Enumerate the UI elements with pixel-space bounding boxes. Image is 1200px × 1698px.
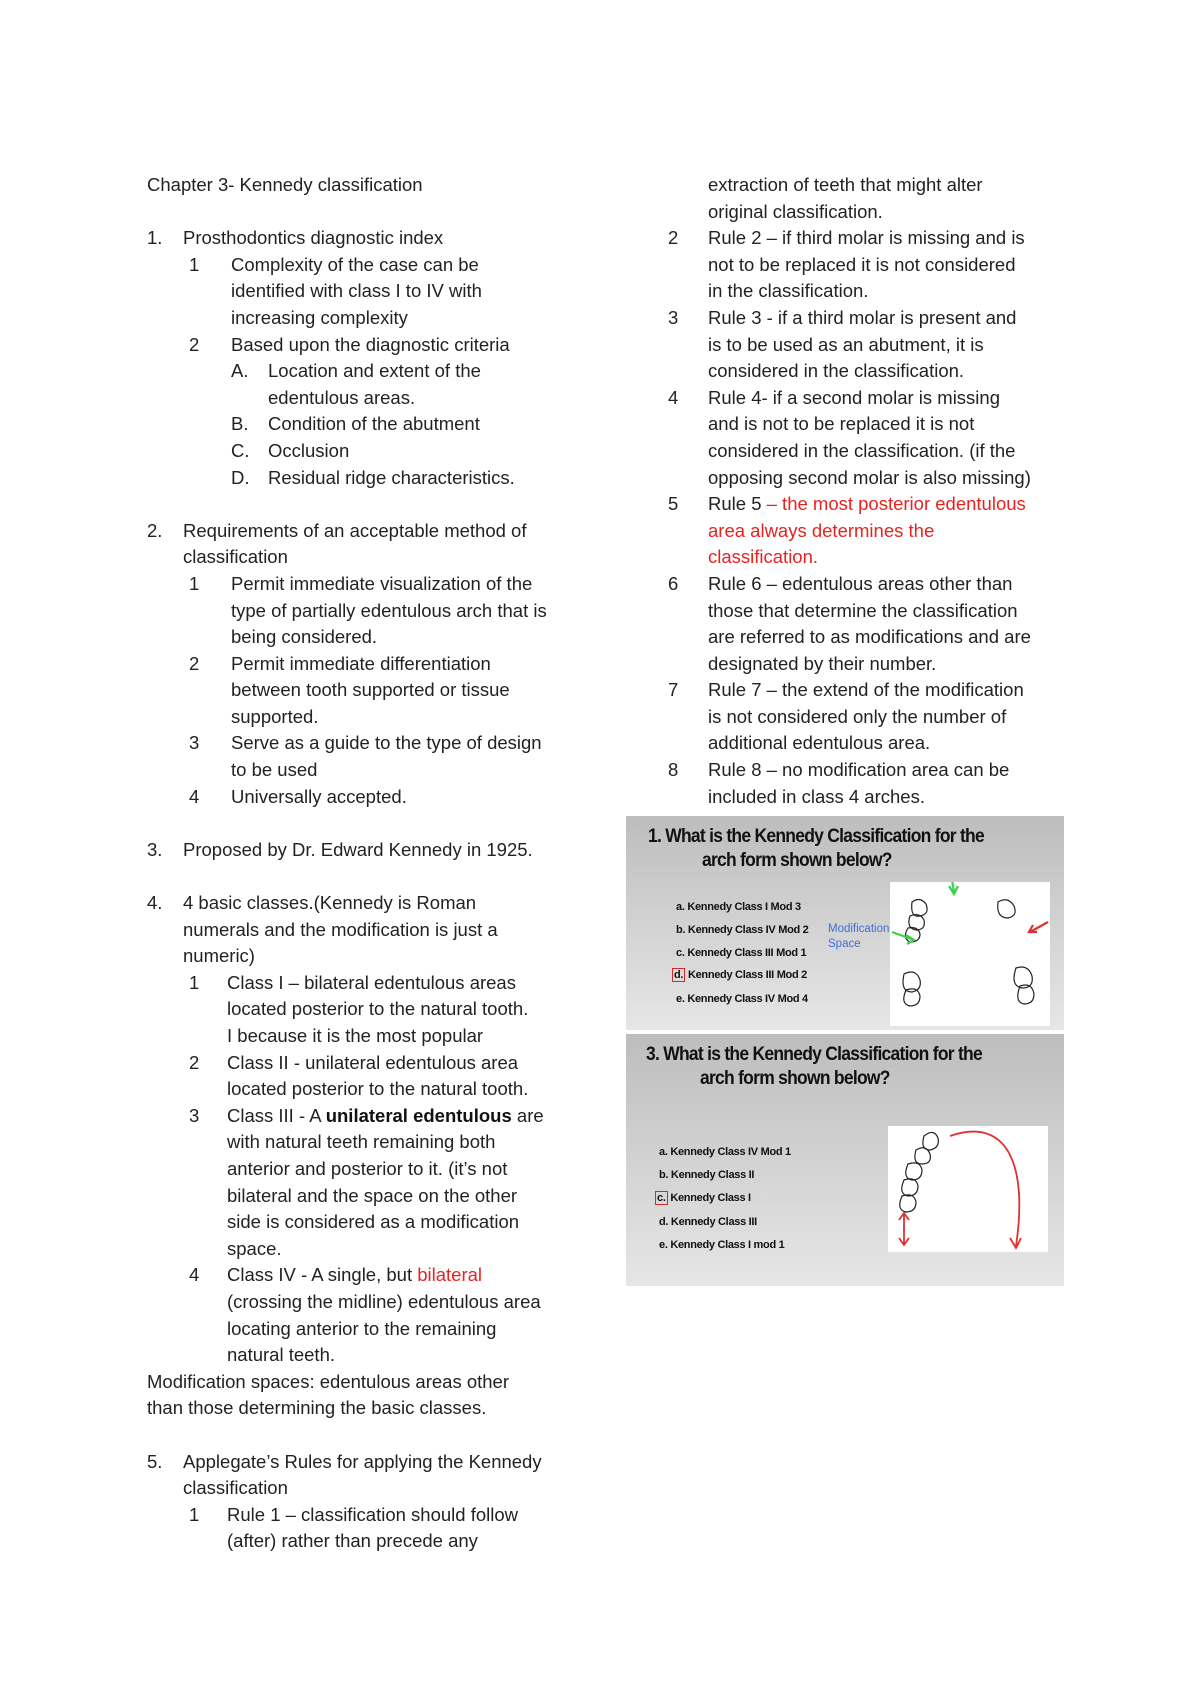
list-item: designated by their number. — [708, 652, 937, 674]
list-item: Rule 1 – classification should follow — [227, 1503, 519, 1525]
left-column — [147, 172, 587, 1555]
list-number: 4 — [668, 386, 679, 408]
list-number: 1 — [189, 253, 200, 275]
list-item: Applegate’s Rules for applying the Kennedy — [183, 1450, 542, 1472]
list-item: Rule 7 – the extend of the modification — [708, 679, 1024, 701]
list-item: classification — [183, 1477, 288, 1499]
list-item: and is not to be replaced it is not — [708, 413, 975, 435]
arch-diagram — [890, 882, 1050, 1026]
list-number: 2. — [147, 519, 163, 541]
answer-option: b. Kennedy Class IV Mod 2 — [676, 924, 809, 936]
list-item: Class I – bilateral edentulous areas — [227, 971, 516, 993]
list-item: 4 basic classes.(Kennedy is Roman — [183, 892, 477, 914]
list-item: Rule 8 – no modification area can be — [708, 759, 1010, 781]
answer-option: b. Kennedy Class II — [659, 1169, 755, 1181]
list-item: with natural teeth remaining both — [227, 1131, 496, 1153]
section-3 — [147, 837, 587, 864]
list-item: being considered. — [231, 626, 378, 648]
list-item: Residual ridge characteristics. — [268, 466, 515, 488]
answer-option: e. Kennedy Class I mod 1 — [659, 1239, 785, 1251]
list-number: 2 — [189, 333, 200, 355]
list-item: in the classification. — [708, 280, 869, 302]
answer-option: a. Kennedy Class I Mod 3 — [676, 901, 801, 913]
list-item: identified with class I to IV with — [231, 280, 482, 302]
slide-question: arch form shown below? — [702, 850, 892, 871]
list-item: locating anterior to the remaining — [227, 1317, 497, 1339]
list-item: is not considered only the number of — [708, 705, 1007, 727]
selected-marker: c. — [657, 1192, 666, 1204]
list-number: 3. — [147, 838, 163, 860]
answer-text: Kennedy Class III Mod 2 — [685, 969, 807, 981]
list-number: D. — [231, 466, 250, 488]
list-item: additional edentulous area. — [708, 732, 931, 754]
list-item: Prosthodontics diagnostic index — [183, 227, 444, 249]
list-item: considered in the classification. — [708, 360, 965, 382]
list-number: 6 — [668, 572, 679, 594]
list-item: Class III - A — [227, 1104, 326, 1126]
list-item: original classification. — [708, 200, 883, 222]
list-number: 3 — [668, 306, 679, 328]
list-number: C. — [231, 439, 250, 461]
list-number: 2 — [189, 652, 200, 674]
label-line: Modification — [828, 923, 890, 935]
list-number: 1. — [147, 227, 163, 249]
highlighted-rule: – the most posterior edentulous — [766, 493, 1026, 515]
section-2 — [147, 518, 587, 811]
answer-option: c. Kennedy Class III Mod 1 — [676, 947, 807, 959]
list-item: Rule 4- if a second molar is missing — [708, 386, 1000, 408]
highlighted-term: bilateral — [417, 1264, 483, 1286]
list-item: Proposed by Dr. Edward Kennedy in 1925. — [183, 838, 533, 860]
answer-option: d. Kennedy Class III — [659, 1216, 757, 1228]
list-item: (after) rather than precede any — [227, 1530, 478, 1552]
selected-marker: d. — [674, 969, 684, 981]
list-number: B. — [231, 413, 249, 435]
list-item: bilateral and the space on the other — [227, 1184, 518, 1206]
list-item: Permit immediate visualization of the — [231, 572, 533, 594]
answer-text: Kennedy Class I — [667, 1192, 751, 1204]
list-item: type of partially edentulous arch that is — [231, 599, 547, 621]
section-5 — [147, 1449, 587, 1555]
list-number: 1 — [189, 572, 200, 594]
list-item: natural teeth. — [227, 1344, 335, 1366]
quiz-slide-1 — [626, 816, 1064, 1030]
answer-option: e. Kennedy Class IV Mod 4 — [676, 993, 808, 1005]
list-item: Complexity of the case can be — [231, 253, 479, 275]
highlighted-rule: classification. — [708, 546, 819, 568]
list-item: Rule 5 — [708, 493, 767, 515]
label-line: Space — [828, 938, 861, 950]
list-number: 3 — [189, 732, 200, 754]
list-item: Rule 3 - if a third molar is present and — [708, 306, 1017, 328]
list-item: not to be replaced it is not considered — [708, 253, 1016, 275]
list-item: side is considered as a modification — [227, 1211, 520, 1233]
list-item: Universally accepted. — [231, 785, 407, 807]
list-item: Class II - unilateral edentulous area — [227, 1051, 519, 1073]
list-item: numerals and the modification is just a — [183, 918, 498, 940]
list-item: Class IV - A single, but — [227, 1264, 418, 1286]
answer-option-selected — [672, 969, 807, 981]
slide-question: arch form shown below? — [700, 1068, 890, 1089]
list-number: 3 — [189, 1104, 200, 1126]
list-item: considered in the classification. (if the — [708, 439, 1016, 461]
list-number: 5 — [668, 493, 679, 515]
list-item: classification — [183, 546, 288, 568]
list-item: Requirements of an acceptable method of — [183, 519, 527, 541]
list-item: Permit immediate differentiation — [231, 652, 491, 674]
list-item: extraction of teeth that might alter — [708, 174, 983, 195]
list-item: anterior and posterior to it. (it’s not — [227, 1157, 508, 1179]
list-item: Location and extent of the — [268, 360, 481, 382]
list-item: space. — [227, 1237, 282, 1259]
bold-term: unilateral edentulous — [325, 1104, 512, 1126]
answer-option: a. Kennedy Class IV Mod 1 — [659, 1146, 791, 1158]
arch-diagram — [888, 1126, 1048, 1252]
list-item: are — [511, 1104, 544, 1126]
list-number: 7 — [668, 679, 679, 701]
modification-note: than those determining the basic classes. — [147, 1397, 487, 1419]
right-column — [668, 172, 1083, 810]
list-item: opposing second molar is also missing) — [708, 466, 1031, 488]
list-item: located posterior to the natural tooth. — [227, 1078, 529, 1100]
list-item: increasing complexity — [231, 306, 408, 328]
arch-illustration — [890, 882, 1050, 1026]
section-1 — [147, 225, 587, 491]
list-item: I because it is the most popular — [227, 1025, 484, 1046]
list-item: located posterior to the natural tooth. — [227, 998, 529, 1020]
list-number: 8 — [668, 759, 679, 781]
list-item: edentulous areas. — [268, 386, 416, 408]
list-item: numeric) — [183, 945, 255, 967]
page-title: Chapter 3- Kennedy classification — [147, 174, 423, 195]
list-item: (crossing the midline) edentulous area — [227, 1290, 541, 1312]
modification-space-label — [828, 922, 889, 952]
list-number: 4. — [147, 892, 163, 914]
list-number: 5. — [147, 1450, 163, 1472]
slide-question: 3. What is the Kennedy Classification for the — [646, 1044, 982, 1065]
list-item: Occlusion — [268, 439, 350, 461]
list-number: 2 — [189, 1051, 200, 1073]
list-item: those that determine the classification — [708, 599, 1018, 621]
list-item: are referred to as modifications and are — [708, 626, 1031, 648]
list-item: between tooth supported or tissue — [231, 679, 510, 701]
list-item: to be used — [231, 759, 318, 781]
list-number: 1 — [189, 1503, 200, 1525]
list-number: 4 — [189, 785, 200, 807]
list-item: supported. — [231, 705, 319, 727]
list-number: 2 — [668, 227, 679, 249]
highlighted-rule: area always determines the — [708, 519, 935, 541]
list-item: is to be used as an abutment, it is — [708, 333, 984, 355]
list-item: Based upon the diagnostic criteria — [231, 333, 510, 355]
list-item: Rule 2 – if third molar is missing and is — [708, 227, 1025, 249]
list-number: 4 — [189, 1264, 200, 1286]
section-4 — [147, 890, 587, 1369]
list-item: included in class 4 arches. — [708, 785, 925, 807]
arch-illustration — [888, 1126, 1048, 1252]
quiz-slide-3 — [626, 1034, 1064, 1286]
modification-note: Modification spaces: edentulous areas other — [147, 1370, 509, 1392]
list-number: 1 — [189, 971, 200, 993]
list-number: A. — [231, 360, 249, 382]
list-item: Serve as a guide to the type of design — [231, 732, 542, 754]
slide-question: 1. What is the Kennedy Classification for the — [648, 826, 984, 847]
list-item: Rule 6 – edentulous areas other than — [708, 572, 1013, 594]
answer-option-selected — [655, 1192, 751, 1204]
list-item: Condition of the abutment — [268, 413, 480, 435]
